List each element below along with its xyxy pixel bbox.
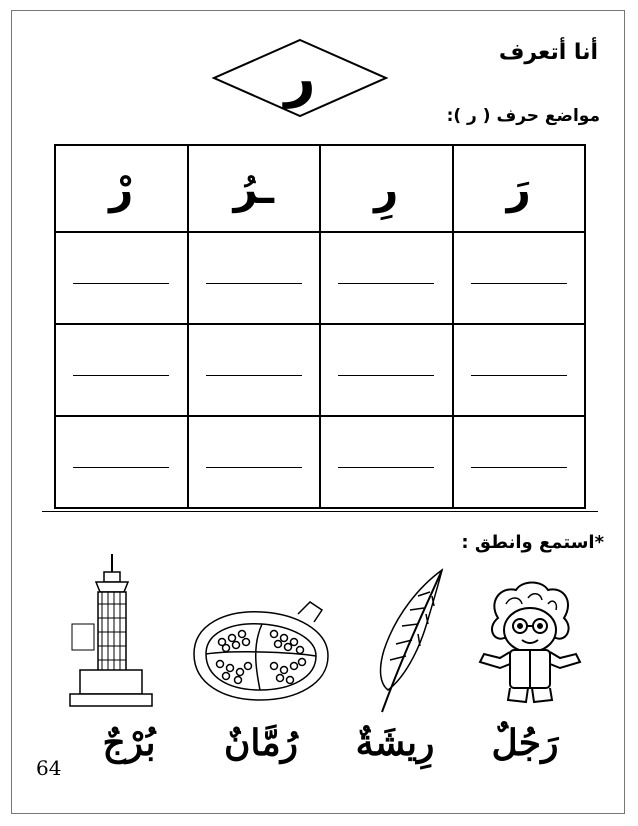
writing-line <box>338 467 434 468</box>
writing-cell[interactable] <box>320 324 453 416</box>
writing-line <box>338 283 434 284</box>
writing-line <box>471 467 567 468</box>
writing-line <box>73 467 169 468</box>
writing-cell[interactable] <box>453 232 586 324</box>
writing-line <box>206 375 302 376</box>
listen-heading: *استمع وانطق : <box>461 532 604 553</box>
writing-line <box>471 283 567 284</box>
writing-cell[interactable] <box>320 232 453 324</box>
letter-form-cell: رَ <box>453 145 586 232</box>
writing-line <box>73 375 169 376</box>
featured-letter: ر <box>284 46 316 109</box>
practice-row <box>55 324 585 416</box>
writing-cell[interactable] <box>320 416 453 508</box>
letter-form-cell: ـرُ <box>188 145 321 232</box>
letter-forms-grid <box>54 144 586 509</box>
letter-form-cell: رْ <box>55 145 188 232</box>
word-tower: بُرْجٌ <box>102 722 156 764</box>
writing-cell[interactable] <box>453 324 586 416</box>
section-divider <box>42 511 598 512</box>
writing-line <box>338 375 434 376</box>
practice-row <box>55 232 585 324</box>
writing-cell[interactable] <box>188 416 321 508</box>
word-feather: رِيشَةٌ <box>355 722 435 764</box>
writing-line <box>206 467 302 468</box>
letter-forms-row <box>55 145 585 232</box>
writing-cell[interactable] <box>188 324 321 416</box>
writing-line <box>73 283 169 284</box>
pomegranate-illustration <box>186 600 336 705</box>
man-illustration <box>470 578 590 708</box>
word-man: رَجُلٌ <box>491 722 559 764</box>
letter-diamond <box>212 38 388 118</box>
writing-cell[interactable] <box>55 416 188 508</box>
practice-row <box>55 416 585 508</box>
writing-cell[interactable] <box>453 416 586 508</box>
page-title: أنا أتعرف <box>498 40 598 65</box>
writing-cell[interactable] <box>188 232 321 324</box>
page-number: 64 <box>36 756 62 780</box>
tower-illustration <box>66 552 156 710</box>
writing-line <box>206 283 302 284</box>
writing-cell[interactable] <box>55 324 188 416</box>
letter-form-cell: رِ <box>320 145 453 232</box>
word-pomegranate: رُمَّانٌ <box>223 722 299 764</box>
letter-positions-heading: مواضع حرف ( ر ): <box>446 106 600 126</box>
writing-cell[interactable] <box>55 232 188 324</box>
writing-line <box>471 375 567 376</box>
feather-illustration <box>360 566 450 716</box>
